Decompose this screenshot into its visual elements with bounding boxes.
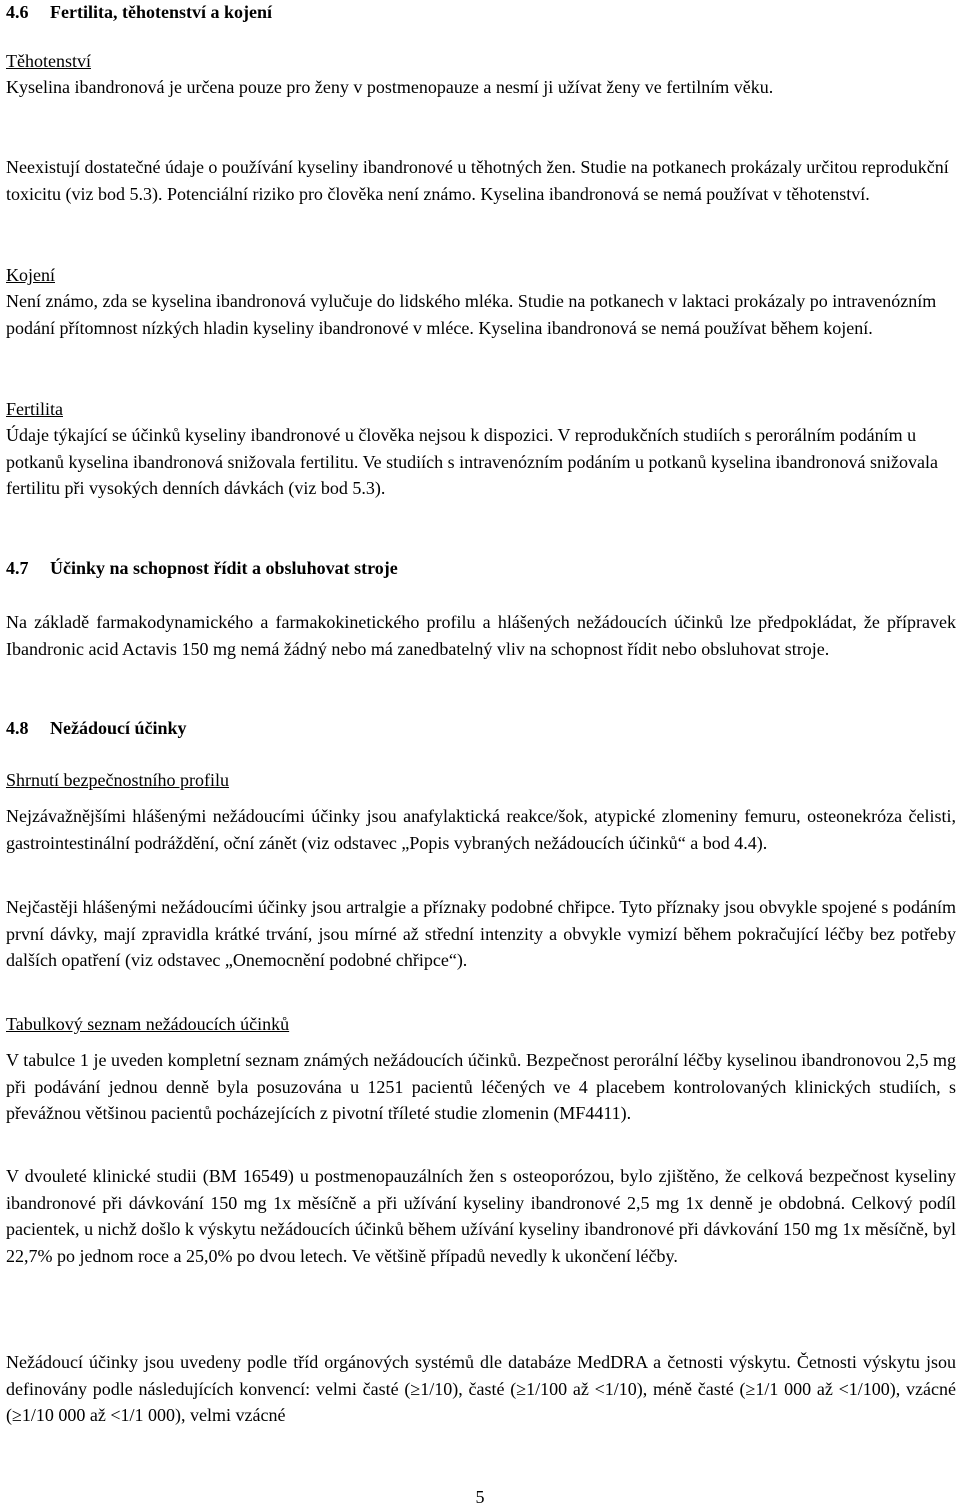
section-number: 4.7 <box>6 558 29 578</box>
fertility-heading: Fertilita <box>6 399 63 419</box>
tabular-paragraph-1: V tabulce 1 je uveden kompletní seznam známých nežádoucích účinků. Bezpečnost perorální léčby kyselinou ibandronovou 2,5 mg při podávání jednou denně byla posuzována u 1251 pacientů léčených ve 4 placebem kontrolovaných klinických studiích, s převážnou většinou pacientů pocházejících z pivotní tříleté studie zlomenin (MF4411). <box>6 1050 956 1123</box>
lactation-paragraph-1: Není známo, zda se kyselina ibandronová vylučuje do lidského mléka. Studie na potkanech v laktaci prokázaly po intravenózním podání přítomnost nízkých hladin kyseliny ibandronové v mléce. Kyselina ibandronová se nemá používat během kojení. <box>6 291 937 338</box>
section-4-8-heading <box>6 715 956 742</box>
section-number: 4.6 <box>6 2 29 22</box>
driving-paragraph-1: Na základě farmakodynamického a farmakokinetického profilu a hlášených nežádoucích účinků lze předpokládat, že přípravek Ibandronic acid Actavis 150 mg nemá žádný nebo má zanedbatelný vliv na schopnost řídit nebo obsluhovat stroje. <box>6 612 956 659</box>
section-4-7-heading <box>6 555 956 582</box>
tabular-paragraph-2: V dvouleté klinické studii (BM 16549) u postmenopauzálních žen s osteoporózou, bylo zjištěno, že celková bezpečnost kyseliny ibandronové při dávkování 150 mg 1x měsíčně a při užívání kyseliny ibandronové 2,5 mg 1x denně je obdobná. Celkový podíl pacientek, u nichž došlo k výskytu nežádoucích účinků během užívání kyseliny ibandronové při dávkování 150 mg 1x měsíčně, byl 22,7% po jednom roce a 25,0% po dvou letech. Ve většině případů nevedly k ukončení léčby. <box>6 1166 956 1266</box>
page-number: 5 <box>475 1487 485 1507</box>
section-4-6-heading <box>6 0 956 26</box>
section-number: 4.8 <box>6 718 29 738</box>
pregnancy-paragraph-2: Neexistují dostatečné údaje o používání kyseliny ibandronové u těhotných žen. Studie na potkanech prokázaly určitou reprodukční toxicitu (viz bod 5.3). Potenciální riziko pro člověka není známo. Kyselina ibandronová se nemá používat v těhotenství. <box>6 157 949 204</box>
section-title: Fertilita, těhotenství a kojení <box>50 2 272 22</box>
pregnancy-paragraph-1: Kyselina ibandronová je určena pouze pro ženy v postmenopauze a nesmí ji užívat ženy ve fertilním věku. <box>6 77 774 97</box>
safety-summary-heading: Shrnutí bezpečnostního profilu <box>6 770 229 790</box>
tabular-paragraph-3: Nežádoucí účinky jsou uvedeny podle tříd orgánových systémů dle databáze MedDRA a četnosti výskytu. Četnosti výskytu jsou definovány podle následujících konvencí: velmi časté (≥1/10), časté (≥1/100 až <1/10), méně časté (≥1/1 000 až <1/100), vzácné (≥1/10 000 až <1/1 000), velmi vzácné <box>6 1352 956 1425</box>
safety-summary-paragraph-2: Nejčastěji hlášenými nežádoucími účinky jsou artralgie a příznaky podobné chřipce. Tyto příznaky jsou obvykle spojené s podáním první dávky, mají zpravidla krátké trvání, jsou mírné až střední intenzity a obvykle vymizí během pokračující léčby bez potřeby dalších opatření (viz odstavec „Onemocnění podobné chřipce“). <box>6 897 956 970</box>
tabular-list-heading: Tabulkový seznam nežádoucích účinků <box>6 1014 290 1034</box>
safety-summary-paragraph-1: Nejzávažnějšími hlášenými nežádoucími účinky jsou anafylaktická reakce/šok, atypické zlomeniny femuru, osteonekróza čelisti, gastrointestinální podráždění, oční zánět (viz odstavec „Popis vybraných nežádoucích účinků“ a bod 4.4). <box>6 806 956 853</box>
lactation-heading: Kojení <box>6 265 55 285</box>
section-title: Účinky na schopnost řídit a obsluhovat stroje <box>50 558 398 578</box>
section-title: Nežádoucí účinky <box>50 718 187 738</box>
fertility-paragraph-1: Údaje týkající se účinků kyseliny ibandronové u člověka nejsou k dispozici. V reprodukčních studiích s perorálním podáním u potkanů kyselina ibandronová snižovala fertilitu. Ve studiích s intravenózním podáním u potkanů kyselina ibandronová snižovala fertilitu při vysokých denních dávkách (viz bod 5.3). <box>6 425 938 498</box>
pregnancy-heading: Těhotenství <box>6 51 91 71</box>
